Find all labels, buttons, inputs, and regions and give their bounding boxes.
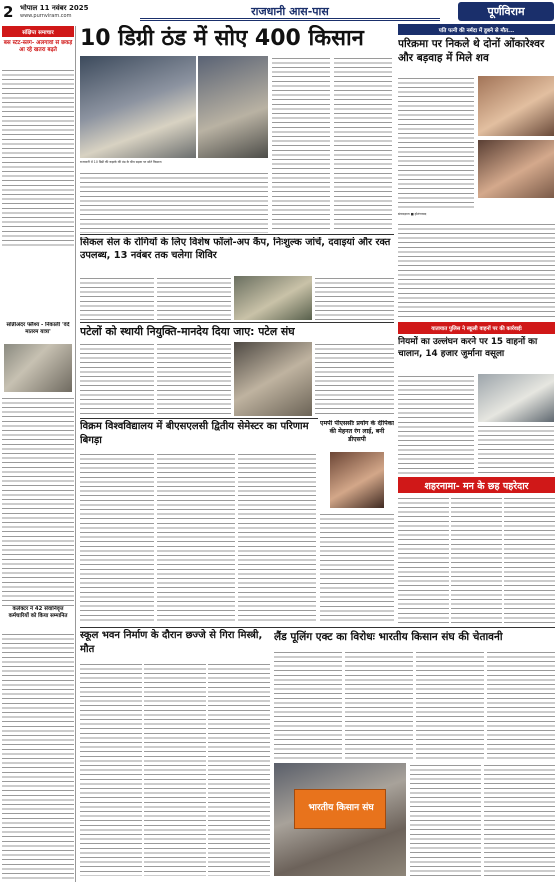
left-story1-body [2, 68, 74, 248]
traffic-body-b [478, 424, 554, 474]
right-top-caption: पति पत्नी की नर्मदा में डूबने से मौत... [438, 28, 515, 34]
right-photo-1 [478, 76, 554, 136]
divider-2 [80, 322, 394, 323]
land-body-a [274, 650, 342, 760]
sickle-body-c [315, 276, 394, 320]
patel-body-a [80, 342, 154, 416]
main-story-body-a [80, 171, 268, 233]
main-story-body-b [272, 56, 330, 232]
sickle-photo [234, 276, 312, 320]
left-story1-title: बस स्टेट-स्लग- अलगावों से छकड़े आ रहे खतरा बढ़ते [3, 40, 73, 53]
university-body-c [238, 452, 316, 624]
land-body-d [487, 650, 555, 760]
school-body-c [208, 662, 270, 876]
traffic-body-a [398, 374, 474, 474]
right-photo-caption: संवाददाता ■ होशंगाबाद [398, 212, 427, 216]
university-body-a [80, 452, 154, 624]
brand-logo [458, 2, 554, 21]
banner-text: भारतीय किसान संघ [308, 803, 374, 813]
right-story-body-a [398, 76, 474, 210]
left-story2-photo [4, 344, 72, 392]
banner [294, 789, 386, 829]
main-photo [80, 56, 196, 158]
page-header [0, 0, 555, 24]
section-tag [2, 26, 74, 37]
left-story2-body [2, 396, 74, 606]
university-headline: विक्रम विश्वविद्यालय में बीएसएलसी द्वितीय सेमेस्टर का परिणाम बिगड़ा [80, 421, 309, 446]
mp-headline: एमपी पीएससीः प्रयोग के दीपिका की मेहनत रंग लाई, बनी डीएसपी [320, 420, 394, 443]
brand-name: पूर्णविराम [487, 5, 525, 18]
section-title-bar [140, 4, 440, 21]
right-story-body-b [398, 222, 555, 320]
page-number: 2 [3, 3, 14, 19]
shahar-headline-bar [398, 477, 555, 493]
land-headline: लैंड पूलिंग एक्ट का विरोधः भारतीय किसान संघ की चेतावनी [274, 631, 503, 643]
shahar-headline: शहरनामा- मन के छह पहरेदार [424, 481, 529, 492]
divider-3 [80, 418, 318, 419]
right-headline: परिक्रमा पर निकले थे दोनों ओंकारेश्वर और बड़वाह में मिले शव [398, 38, 545, 64]
shahar-body-a [398, 496, 449, 624]
right-top-caption-bar [398, 24, 555, 35]
shahar-body-b [451, 496, 502, 624]
school-body-b [144, 662, 206, 876]
divider-4 [80, 627, 555, 628]
main-photo-2 [198, 56, 268, 158]
section-title: राजधानी आस-पास [251, 5, 329, 18]
school-headline: स्कूल भवन निर्माण के दौरान छज्जे से गिरा मिस्त्री, मौत [80, 630, 263, 655]
university-body-b [157, 452, 235, 624]
mp-body [320, 512, 394, 624]
traffic-kicker-bar [398, 322, 555, 334]
patel-photo [234, 342, 312, 416]
land-photo [274, 763, 406, 876]
mp-photo [330, 452, 384, 508]
sub-headline: सिकल सेल के रोगियों के लिए विशेष फॉलो-अप कैंप, निःशुल्क जांचें, दवाइयां और रक्त उपलब्ध, 13 नवंबर तक चलेगा शिविर [80, 237, 391, 261]
patel-headline: पटेलों को स्थायी नियुक्ति-मानदेय दिया जाए: पटेल संघ [80, 325, 295, 338]
patel-body-b [157, 342, 231, 416]
main-story-body-c [334, 56, 392, 232]
land-body-b [345, 650, 413, 760]
website[interactable]: www.purnviram.com [20, 13, 72, 19]
left-story3-body [2, 632, 74, 882]
shahar-body-c [504, 496, 555, 624]
patel-body-c [315, 342, 394, 416]
traffic-photo [478, 374, 554, 422]
school-body-a [80, 662, 142, 876]
divider-1 [80, 234, 394, 235]
land-body-e [410, 763, 481, 876]
traffic-headline: नियमों का उल्लंघन करने पर 15 वाहनों का चालान, 14 हजार जुर्माना वसूला [398, 337, 538, 359]
land-body-f [484, 763, 555, 876]
land-body-c [416, 650, 484, 760]
right-photo-2 [478, 140, 554, 198]
sickle-body-b [157, 276, 231, 320]
traffic-kicker: यातायात पुलिस ने स्कूली वाहनों पर की कार्रवाईः [431, 326, 522, 332]
left-story2-title: सोन्नीअंदर फ्लैश्य - निकाली 'वंदे मातरम यात्रा' [6, 322, 70, 335]
sickle-body-a [80, 276, 154, 320]
main-photo-caption: राजधानी में 10 डिग्री की कड़ाके की ठंड के बीच सड़क पर सोते किसान। [80, 160, 163, 164]
date-line: भोपाल 11 नवंबर 2025 [20, 4, 89, 12]
left-column [0, 26, 76, 882]
left-story3-title: कलेक्टर ने 42 सेवानिवृत्त कर्मचारियों को किया सम्मानित [8, 606, 68, 619]
section-tag-label: संक्षिप्त समाचार [22, 30, 54, 36]
main-headline: 10 डिग्री ठंड में सोए 400 किसान [80, 26, 364, 51]
